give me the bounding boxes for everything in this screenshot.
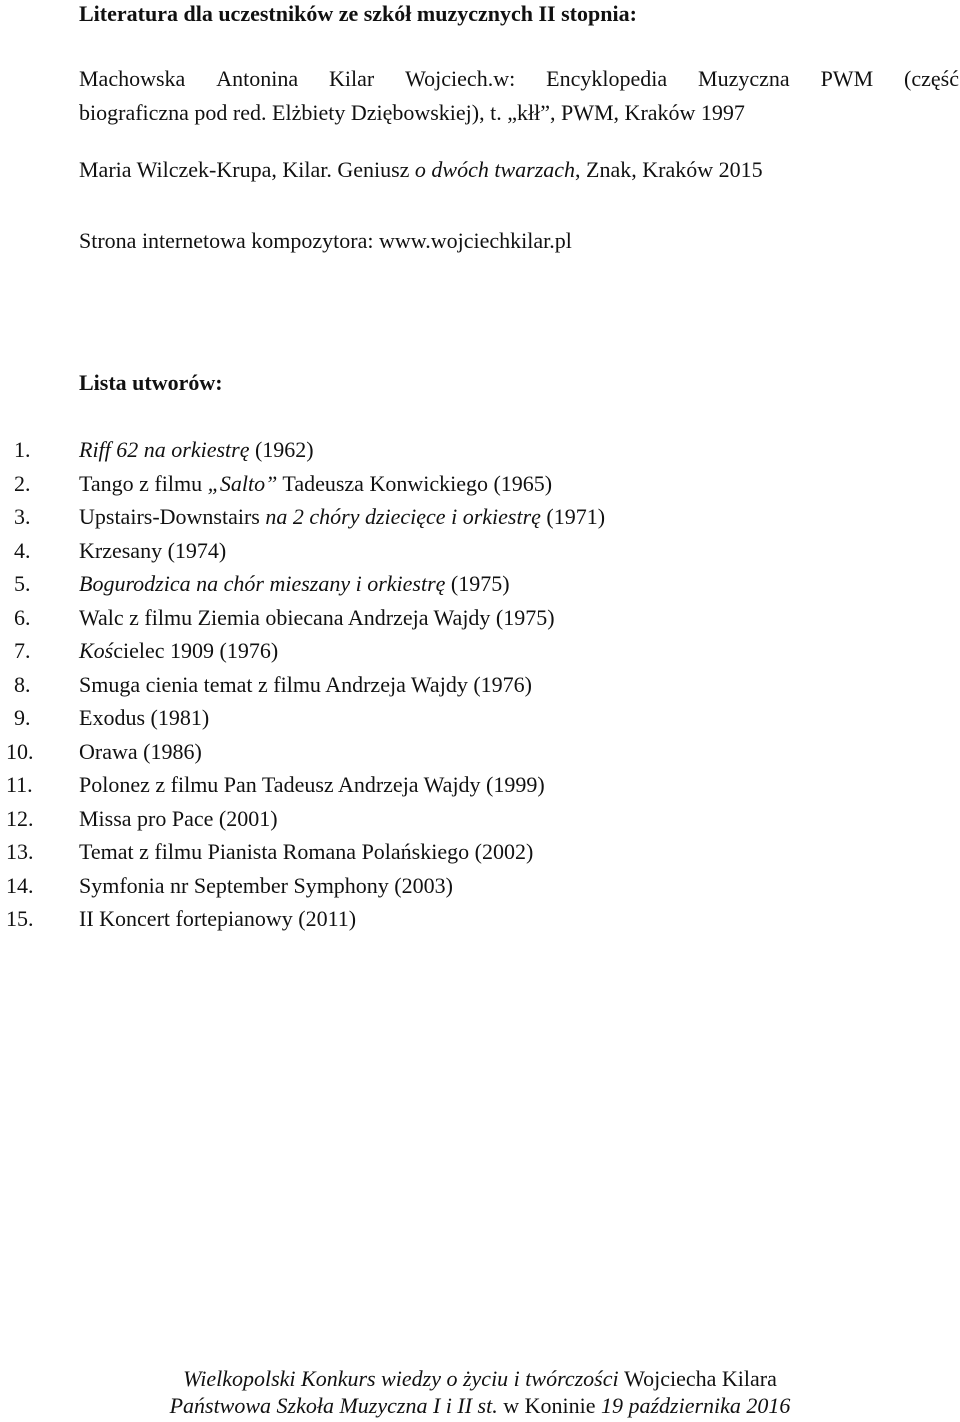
list-item-text (79, 772, 545, 798)
list-item-text-part: cielec 1909 (1976) (113, 638, 279, 663)
word: Kilar (329, 66, 375, 91)
list-item-text-part: (1975) (445, 571, 510, 596)
works-list-heading: Lista utworów: (79, 370, 223, 395)
word: Machowska (79, 66, 186, 91)
list-item-number: 14. (6, 872, 34, 898)
list-item-text-part: II Koncert fortepianowy (2011) (79, 906, 357, 931)
literature-entry-1-line-1 (79, 66, 959, 92)
list-item-text (79, 839, 533, 865)
list-item-text-part: na 2 chóry dziecięce i orkiestrę (265, 504, 541, 529)
list-item-number: 3. (14, 504, 31, 529)
list-item-number: 15. (6, 906, 34, 931)
list-item-text (79, 605, 555, 631)
list-item-text-part: Walc z filmu Ziemia obiecana Andrzeja Wajdy (1975) (79, 604, 555, 630)
word: (część (904, 66, 959, 91)
literature-entry-1-line-2: biograficzna pod red. Elżbiety Dziębowskiej), t. „kłł”, PWM, Kraków 1997 (79, 100, 745, 125)
word: Muzyczna (698, 66, 790, 91)
list-item-number: 13. (6, 839, 34, 864)
list-item-text (79, 538, 226, 564)
list-item-number: 9. (14, 705, 31, 730)
list-item (0, 672, 960, 706)
list-item-number: 10. (6, 738, 34, 764)
list-item (0, 638, 960, 672)
entry-author: Maria Wilczek-Krupa, Kilar. Geniusz (79, 157, 415, 182)
list-item-text-part: Symfonia nr September Symphony (2003) (79, 872, 453, 898)
list-item-text-part: Bogurodzica na chór mieszany i orkiestrę (79, 571, 446, 596)
list-item-text-part: Smuga cienia temat z filmu Andrzeja Wajdy (1976) (79, 671, 532, 697)
footer-composer: Wojciecha Kilara (624, 1366, 777, 1391)
list-item-number: 12. (6, 805, 34, 831)
list-item-text-part: Koś (79, 638, 114, 663)
list-item (0, 437, 960, 471)
list-item-number: 7. (14, 638, 31, 663)
list-item-text (79, 705, 209, 731)
word: Encyklopedia (546, 66, 668, 91)
list-item-number: 6. (14, 604, 31, 630)
list-item-text-part: Upstairs-Downstairs (79, 504, 266, 529)
entry-title: o dwóch twarzach (414, 157, 576, 182)
list-item-text-part: Temat z filmu Pianista Romana Polańskiego (2002) (79, 839, 534, 864)
list-item (0, 471, 960, 505)
list-item-text-part: „Salto” (207, 470, 278, 496)
word: Antonina (216, 66, 299, 91)
list-item-number: 2. (14, 470, 31, 496)
list-item-text-part: Orawa (1986) (79, 738, 202, 764)
list-item (0, 906, 960, 940)
list-item (0, 504, 960, 538)
list-item-text-part: Tango z filmu (79, 470, 208, 496)
list-item-text (79, 873, 453, 899)
list-item-text (79, 471, 552, 497)
list-item-text-part: Riff 62 na orkiestrę (79, 437, 250, 462)
list-item (0, 605, 960, 639)
list-item-text (79, 739, 202, 765)
list-item-text (79, 638, 278, 664)
list-item (0, 538, 960, 572)
footer-contest-name: Wielkopolski Konkurs wiedzy o życiu i twórczości (183, 1366, 625, 1391)
list-item-text-part: Polonez z filmu Pan Tadeusz Andrzeja Wajdy (1999) (79, 772, 545, 797)
list-item-text-part: (1971) (540, 504, 606, 529)
list-item-text (79, 906, 356, 932)
list-item-text-part: (1962) (249, 437, 314, 462)
list-item-text-part: Krzesany (1974) (79, 537, 227, 563)
footer-line-1 (0, 1366, 960, 1392)
list-item (0, 705, 960, 739)
list-item (0, 571, 960, 605)
footer-city: w Koninie (497, 1393, 601, 1418)
list-item (0, 739, 960, 773)
footer-line-2 (0, 1393, 960, 1419)
works-list (0, 437, 960, 940)
list-item-number: 1. (14, 437, 31, 462)
list-item-text (79, 571, 510, 597)
list-item-text (79, 806, 278, 832)
list-item-text-part: Exodus (1981) (79, 705, 210, 730)
word: PWM (820, 66, 874, 91)
list-item (0, 839, 960, 873)
literature-entry-3: Strona internetowa kompozytora: www.wojciechkilar.pl (79, 228, 572, 253)
list-item-text (79, 672, 532, 698)
list-item-text (79, 437, 314, 463)
footer-school: Państwowa Szkoła Muzyczna I i II st. (169, 1393, 498, 1418)
list-item (0, 772, 960, 806)
footer-date: 19 października 2016 (600, 1393, 791, 1418)
literature-entry-2 (79, 157, 763, 183)
list-item-text-part: Missa pro Pace (2001) (79, 805, 278, 831)
list-item (0, 873, 960, 907)
list-item-text (79, 504, 605, 530)
list-item-text-part: Tadeusza Konwickiego (1965) (277, 470, 553, 496)
entry-publisher: , Znak, Kraków 2015 (575, 157, 763, 182)
list-item (0, 806, 960, 840)
word: Wojciech.w: (405, 66, 516, 91)
list-item-number: 5. (14, 571, 31, 596)
list-item-number: 11. (6, 772, 33, 797)
literature-heading: Literatura dla uczestników ze szkół muzycznych II stopnia: (79, 1, 637, 26)
list-item-number: 8. (14, 671, 31, 697)
list-item-number: 4. (14, 537, 31, 563)
